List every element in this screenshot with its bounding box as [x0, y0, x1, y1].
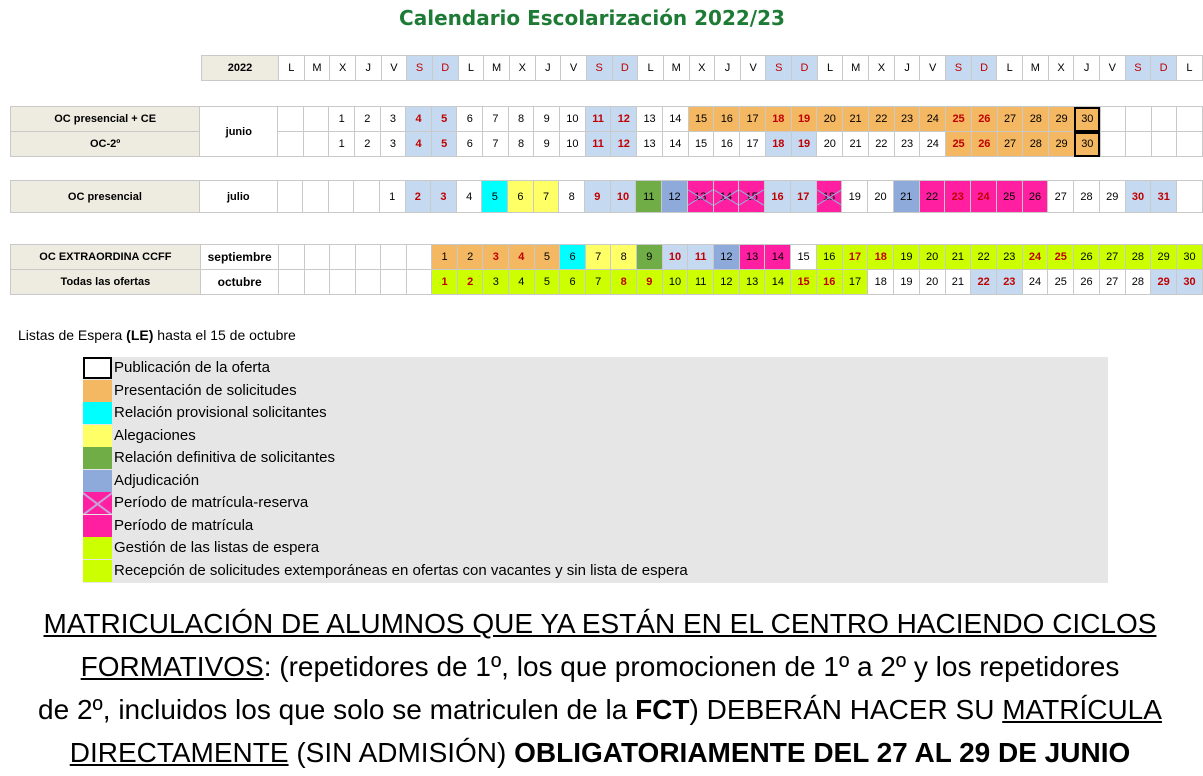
day-2: 2: [457, 245, 483, 270]
weekday-J: J: [1074, 56, 1100, 81]
weekday-M: M: [304, 56, 330, 81]
day-1: 1: [329, 107, 355, 132]
day-12: 12: [611, 132, 637, 157]
notice-dates: OBLIGATORIAMENTE DEL 27 AL 29 DE JUNIO: [514, 737, 1131, 768]
day-7: 7: [483, 132, 509, 157]
day-24: 24: [920, 107, 946, 132]
day-12: 12: [714, 270, 740, 295]
day-2: 2: [457, 270, 483, 295]
empty-cell: [354, 181, 380, 213]
day-20: 20: [817, 132, 843, 157]
weekday-L: L: [1176, 56, 1202, 81]
day-22: 22: [868, 132, 894, 157]
day-11: 11: [688, 270, 714, 295]
day-6: 6: [560, 245, 586, 270]
weekday-J: J: [355, 56, 381, 81]
legend-item-matricula: [83, 515, 1108, 537]
weekday-S: S: [407, 56, 433, 81]
legend-swatch: [83, 447, 112, 469]
notice-line3a: de 2º, incluidos los que solo se matriculen de la: [38, 694, 636, 725]
day-27: 27: [1099, 270, 1125, 295]
day-11: 11: [688, 245, 714, 270]
legend-label: Adjudicación: [114, 471, 200, 489]
day-1: 1: [432, 270, 458, 295]
empty-cell: [303, 107, 329, 132]
day-1: 1: [329, 132, 355, 157]
day-4: 4: [509, 245, 535, 270]
day-7: 7: [585, 270, 611, 295]
day-3: 3: [380, 132, 406, 157]
weekday-L: L: [279, 56, 305, 81]
empty-cell: [1177, 107, 1203, 132]
day-15: 15: [688, 107, 714, 132]
day-30: 30: [1074, 107, 1100, 132]
legend-swatch: [83, 515, 112, 537]
month-label: junio: [200, 107, 278, 157]
day-7: 7: [533, 181, 559, 213]
day-27: 27: [1099, 245, 1125, 270]
day-16: 16: [816, 245, 842, 270]
day-15: 15: [688, 132, 714, 157]
day-13: 13: [637, 132, 663, 157]
empty-cell: [279, 245, 304, 270]
day-8: 8: [559, 181, 585, 213]
day-16: 16: [816, 270, 842, 295]
day-15: 15: [791, 245, 817, 270]
day-20: 20: [919, 245, 945, 270]
weekday-M: M: [484, 56, 510, 81]
notice-line4: (SIN ADMISIÓN): [288, 737, 515, 768]
day-14: 14: [765, 245, 791, 270]
weekday-S: S: [586, 56, 612, 81]
weekday-D: D: [971, 56, 997, 81]
empty-cell: [278, 132, 304, 157]
weekday-L: L: [458, 56, 484, 81]
weekday-V: V: [740, 56, 766, 81]
day-24: 24: [1022, 245, 1048, 270]
day-2: 2: [354, 132, 380, 157]
day-18: 18: [765, 132, 791, 157]
day-8: 8: [508, 132, 534, 157]
empty-cell: [1177, 132, 1203, 157]
weekday-S: S: [766, 56, 792, 81]
day-21: 21: [893, 181, 919, 213]
weekday-S: S: [1125, 56, 1151, 81]
day-2: 2: [405, 181, 431, 213]
day-3: 3: [431, 181, 457, 213]
day-20: 20: [817, 107, 843, 132]
day-22: 22: [868, 107, 894, 132]
weekday-M: M: [843, 56, 869, 81]
row-label: OC presencial + CE: [11, 107, 200, 132]
legend-swatch: [83, 402, 112, 424]
empty-cell: [1100, 107, 1126, 132]
empty-cell: [330, 270, 355, 295]
day-27: 27: [997, 132, 1023, 157]
day-13: 13: [739, 270, 765, 295]
day-27: 27: [997, 107, 1023, 132]
empty-cell: [1151, 132, 1177, 157]
empty-cell: [355, 245, 380, 270]
empty-cell: [277, 181, 303, 213]
day-24: 24: [920, 132, 946, 157]
day-22: 22: [919, 181, 945, 213]
day-1: 1: [432, 245, 458, 270]
calendar-sep-oct: [10, 244, 1203, 295]
empty-cell: [381, 245, 406, 270]
weekday-M: M: [663, 56, 689, 81]
day-2: 2: [354, 107, 380, 132]
day-3: 3: [380, 107, 406, 132]
month-label: octubre: [200, 270, 279, 295]
day-31: 31: [1151, 181, 1177, 213]
legend-label: Período de matrícula: [114, 516, 254, 534]
day-25: 25: [946, 132, 972, 157]
legend-item-presentacion: [83, 380, 1108, 402]
day-10: 10: [662, 245, 688, 270]
day-8: 8: [611, 270, 637, 295]
day-21: 21: [843, 132, 869, 157]
empty-cell: [381, 270, 406, 295]
day-17: 17: [842, 245, 868, 270]
day-15: 15: [791, 270, 817, 295]
empty-cell: [355, 270, 380, 295]
day-30: 30: [1176, 270, 1202, 295]
empty-cell: [406, 245, 431, 270]
legend-swatch: [83, 492, 112, 514]
legend-item-provisional: [83, 402, 1108, 424]
empty-cell: [303, 181, 329, 213]
day-8: 8: [611, 245, 637, 270]
day-9: 9: [637, 245, 663, 270]
day-4: 4: [406, 132, 432, 157]
day-7: 7: [483, 107, 509, 132]
day-15: 15: [739, 181, 765, 213]
day-11: 11: [585, 107, 611, 132]
day-28: 28: [1125, 245, 1151, 270]
day-23: 23: [894, 132, 920, 157]
day-17: 17: [740, 132, 766, 157]
day-1: 1: [379, 181, 405, 213]
note-text: Listas de Espera: [18, 327, 127, 343]
row-label: OC EXTRAORDINA CCFF: [11, 245, 201, 270]
empty-cell: [406, 270, 431, 295]
day-26: 26: [1074, 245, 1100, 270]
day-29: 29: [1099, 181, 1125, 213]
weekday-D: D: [1151, 56, 1177, 81]
day-27: 27: [1048, 181, 1074, 213]
legend-label: Período de matrícula-reserva: [114, 494, 309, 511]
weekday-D: D: [612, 56, 638, 81]
row-label: OC presencial: [11, 181, 200, 213]
day-6: 6: [457, 132, 483, 157]
day-23: 23: [945, 181, 971, 213]
day-5: 5: [431, 132, 457, 157]
day-6: 6: [560, 270, 586, 295]
month-label: julio: [199, 181, 277, 213]
day-4: 4: [406, 107, 432, 132]
day-5: 5: [534, 270, 560, 295]
day-13: 13: [637, 107, 663, 132]
day-22: 22: [971, 245, 997, 270]
day-25: 25: [996, 181, 1022, 213]
empty-cell: [330, 245, 355, 270]
legend-swatch: [83, 537, 112, 559]
notice-directamente: DIRECTAMENTE: [69, 737, 289, 768]
weekday-V: V: [561, 56, 587, 81]
day-21: 21: [945, 270, 971, 295]
legend-label: Relación provisional solicitantes: [114, 404, 327, 421]
legend-swatch: [83, 425, 112, 447]
weekday-S: S: [946, 56, 972, 81]
weekday-X: X: [869, 56, 895, 81]
month-label: septiembre: [200, 245, 279, 270]
weekday-L: L: [638, 56, 664, 81]
row-label: Todas las ofertas: [11, 270, 201, 295]
empty-cell: [1177, 181, 1203, 213]
day-29: 29: [1049, 132, 1075, 157]
day-19: 19: [842, 181, 868, 213]
legend-item-reserva: [83, 492, 1108, 514]
day-28: 28: [1023, 132, 1049, 157]
day-18: 18: [868, 270, 894, 295]
day-29: 29: [1049, 107, 1075, 132]
day-21: 21: [945, 245, 971, 270]
day-16: 16: [765, 181, 791, 213]
legend-label: Relación definitiva de solicitantes: [114, 449, 335, 466]
notice-formativos: FORMATIVOS: [80, 651, 264, 682]
notice-line2: : (repetidores de 1º, los que promocionen de 1º a 2º y los repetidores: [263, 651, 1120, 682]
day-3: 3: [483, 245, 509, 270]
day-4: 4: [456, 181, 482, 213]
day-21: 21: [843, 107, 869, 132]
day-24: 24: [1022, 270, 1048, 295]
legend-label: Publicación de la oferta: [114, 359, 270, 376]
day-5: 5: [431, 107, 457, 132]
day-28: 28: [1023, 107, 1049, 132]
legend-swatch: [83, 357, 112, 379]
notice-line3b: ) DEBERÁN HACER SU: [689, 694, 1003, 725]
day-19: 19: [791, 132, 817, 157]
weekday-V: V: [1099, 56, 1125, 81]
day-9: 9: [637, 270, 663, 295]
day-26: 26: [971, 107, 997, 132]
legend-label: Recepción de solicitudes extemporáneas en ofertas con vacantes y sin lista de espera: [114, 561, 688, 579]
legend-item-pub: [83, 357, 1108, 379]
day-8: 8: [508, 107, 534, 132]
day-26: 26: [1022, 181, 1048, 213]
day-25: 25: [1048, 270, 1074, 295]
day-14: 14: [662, 107, 688, 132]
day-11: 11: [636, 181, 662, 213]
day-12: 12: [714, 245, 740, 270]
legend-item-definitiva: [83, 447, 1108, 469]
page-title: Calendario Escolarización 2022/23: [399, 6, 785, 30]
day-9: 9: [585, 181, 611, 213]
empty-cell: [328, 181, 354, 213]
empty-cell: [1151, 107, 1177, 132]
day-10: 10: [610, 181, 636, 213]
legend-swatch: [83, 470, 112, 492]
weekday-D: D: [432, 56, 458, 81]
day-26: 26: [1074, 270, 1100, 295]
day-18: 18: [868, 245, 894, 270]
day-18: 18: [765, 107, 791, 132]
weekday-X: X: [330, 56, 356, 81]
note-text-end: hasta el 15 de octubre: [153, 327, 296, 343]
day-23: 23: [894, 107, 920, 132]
empty-cell: [279, 270, 304, 295]
day-14: 14: [662, 132, 688, 157]
waiting-list-note: [18, 327, 296, 343]
enrollment-notice: [10, 602, 1190, 774]
day-25: 25: [1048, 245, 1074, 270]
day-20: 20: [919, 270, 945, 295]
day-20: 20: [868, 181, 894, 213]
day-9: 9: [534, 107, 560, 132]
weekday-V: V: [381, 56, 407, 81]
empty-cell: [304, 270, 329, 295]
day-19: 19: [894, 245, 920, 270]
day-28: 28: [1125, 270, 1151, 295]
row-label: OC-2º: [11, 132, 200, 157]
weekday-J: J: [715, 56, 741, 81]
day-23: 23: [996, 270, 1022, 295]
empty-cell: [1100, 132, 1126, 157]
day-19: 19: [791, 107, 817, 132]
weekday-L: L: [997, 56, 1023, 81]
weekday-header: [201, 55, 1203, 81]
weekday-X: X: [689, 56, 715, 81]
weekday-X: X: [509, 56, 535, 81]
day-14: 14: [713, 181, 739, 213]
empty-cell: [278, 107, 304, 132]
weekday-J: J: [894, 56, 920, 81]
day-30: 30: [1176, 245, 1202, 270]
day-5: 5: [482, 181, 508, 213]
empty-cell: [1126, 132, 1152, 157]
weekday-M: M: [1023, 56, 1049, 81]
day-14: 14: [765, 270, 791, 295]
day-16: 16: [714, 107, 740, 132]
day-10: 10: [559, 132, 585, 157]
day-29: 29: [1151, 245, 1177, 270]
day-30: 30: [1125, 181, 1151, 213]
empty-cell: [1126, 107, 1152, 132]
notice-fct: FCT: [635, 694, 690, 725]
note-bold: (LE): [126, 327, 154, 343]
day-12: 12: [611, 107, 637, 132]
day-28: 28: [1074, 181, 1100, 213]
day-25: 25: [946, 107, 972, 132]
day-26: 26: [971, 132, 997, 157]
day-30: 30: [1074, 132, 1100, 157]
legend-swatch: [83, 560, 112, 582]
day-17: 17: [842, 270, 868, 295]
legend-item-recepcion: [83, 560, 1108, 582]
day-17: 17: [740, 107, 766, 132]
weekday-V: V: [920, 56, 946, 81]
legend-label: Presentación de solicitudes: [114, 381, 297, 399]
day-4: 4: [509, 270, 535, 295]
day-12: 12: [662, 181, 688, 213]
empty-cell: [304, 245, 329, 270]
day-24: 24: [971, 181, 997, 213]
year-label: 2022: [202, 56, 279, 81]
day-18: 18: [816, 181, 842, 213]
day-23: 23: [996, 245, 1022, 270]
calendar-june: [10, 106, 1203, 157]
day-19: 19: [894, 270, 920, 295]
notice-matricula: MATRÍCULA: [1002, 694, 1162, 725]
calendar-july: [10, 180, 1203, 213]
day-22: 22: [971, 270, 997, 295]
day-16: 16: [714, 132, 740, 157]
day-9: 9: [534, 132, 560, 157]
day-13: 13: [687, 181, 713, 213]
empty-cell: [303, 132, 329, 157]
legend-label: Gestión de las listas de espera: [114, 539, 320, 556]
day-13: 13: [739, 245, 765, 270]
weekday-D: D: [792, 56, 818, 81]
day-7: 7: [585, 245, 611, 270]
day-6: 6: [508, 181, 534, 213]
weekday-J: J: [535, 56, 561, 81]
day-3: 3: [483, 270, 509, 295]
day-5: 5: [534, 245, 560, 270]
day-29: 29: [1151, 270, 1177, 295]
weekday-X: X: [1048, 56, 1074, 81]
day-6: 6: [457, 107, 483, 132]
day-11: 11: [585, 132, 611, 157]
notice-line1: MATRICULACIÓN DE ALUMNOS QUE YA ESTÁN EN EL CENTRO HACIENDO CICLOS: [43, 608, 1157, 639]
day-17: 17: [790, 181, 816, 213]
weekday-L: L: [817, 56, 843, 81]
day-10: 10: [662, 270, 688, 295]
legend-item-alegaciones: [83, 425, 1108, 447]
legend-swatch: [83, 380, 112, 402]
day-10: 10: [559, 107, 585, 132]
legend-item-gestion: [83, 537, 1108, 559]
legend-label: Alegaciones: [114, 426, 196, 444]
legend-item-adjudicacion: [83, 470, 1108, 492]
